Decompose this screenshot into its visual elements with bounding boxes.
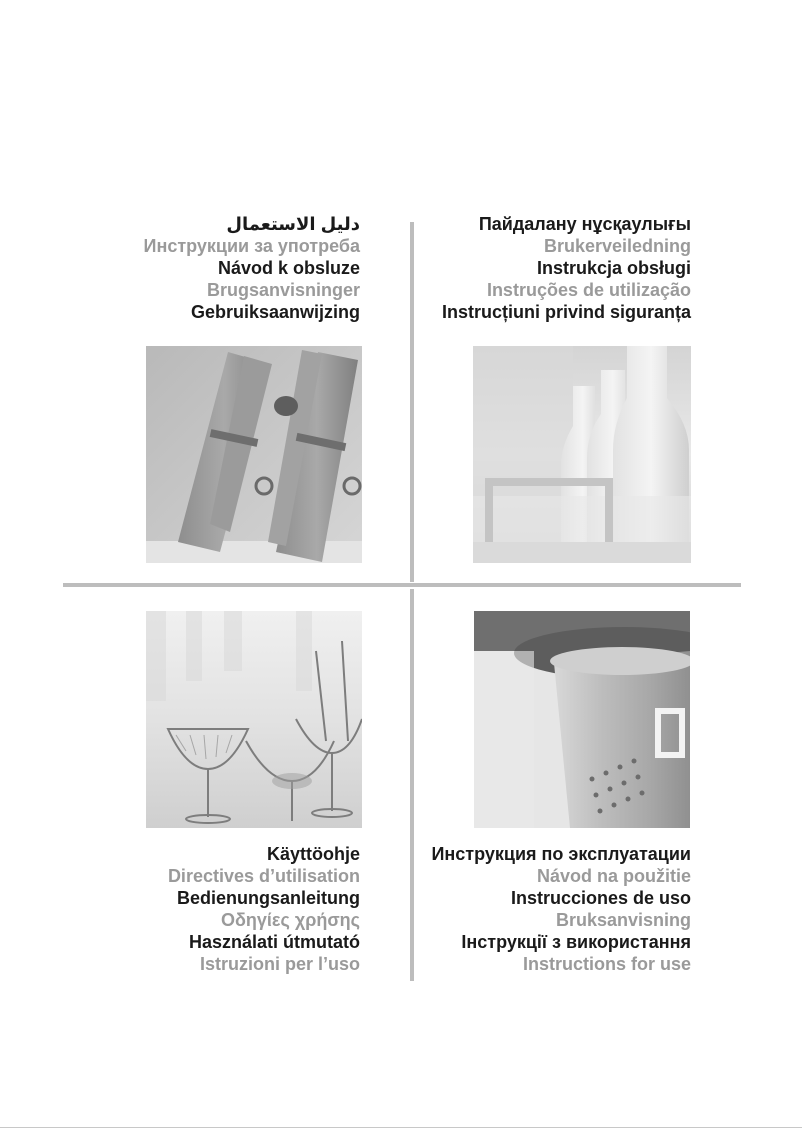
clothespin-photo — [146, 346, 362, 563]
title-finnish: Käyttöohje — [266, 844, 360, 864]
title-kazakh: Пайдалану нұсқаулығы — [478, 214, 691, 234]
title-greek: Οδηγίες χρήσης — [221, 910, 360, 930]
title-list-top-left — [144, 213, 360, 323]
milk-bottles-photo — [473, 346, 691, 563]
title-french: Directives d’utilisation — [167, 866, 360, 886]
title-list-bottom-right — [431, 843, 691, 975]
title-russian: Инструкция по эксплуатации — [431, 844, 691, 864]
title-ukrainian: Інструкції з використання — [461, 932, 691, 952]
colander-photo — [474, 611, 690, 828]
title-italian: Istruzioni per l’uso — [199, 954, 360, 974]
title-slovak: Návod na použitie — [536, 866, 691, 886]
title-norwegian: Brukerveiledning — [543, 236, 691, 256]
title-german: Bedienungsanleitung — [176, 888, 360, 908]
title-arabic: دليل الاستعمال — [226, 214, 360, 234]
title-czech: Návod k obsluze — [217, 258, 360, 278]
title-romanian: Instrucțiuni privind siguranța — [441, 302, 691, 322]
title-dutch: Gebruiksaanwijzing — [190, 302, 360, 322]
title-danish: Brugsanvisninger — [206, 280, 360, 300]
vertical-divider-top — [410, 222, 414, 582]
vertical-divider-bottom — [410, 589, 414, 981]
horizontal-divider — [63, 583, 741, 587]
title-spanish: Instrucciones de uso — [510, 888, 691, 908]
title-list-top-right — [442, 213, 691, 323]
title-hungarian: Használati útmutató — [188, 932, 360, 952]
wine-glasses-photo — [146, 611, 362, 828]
title-bulgarian: Инструкции за употреба — [143, 236, 360, 256]
title-english: Instructions for use — [522, 954, 691, 974]
footer-rule — [0, 1127, 802, 1128]
title-swedish: Bruksanvisning — [555, 910, 691, 930]
title-polish: Instrukcja obsługi — [536, 258, 691, 278]
title-portuguese: Instruções de utilização — [486, 280, 691, 300]
title-list-bottom-left — [168, 843, 360, 975]
